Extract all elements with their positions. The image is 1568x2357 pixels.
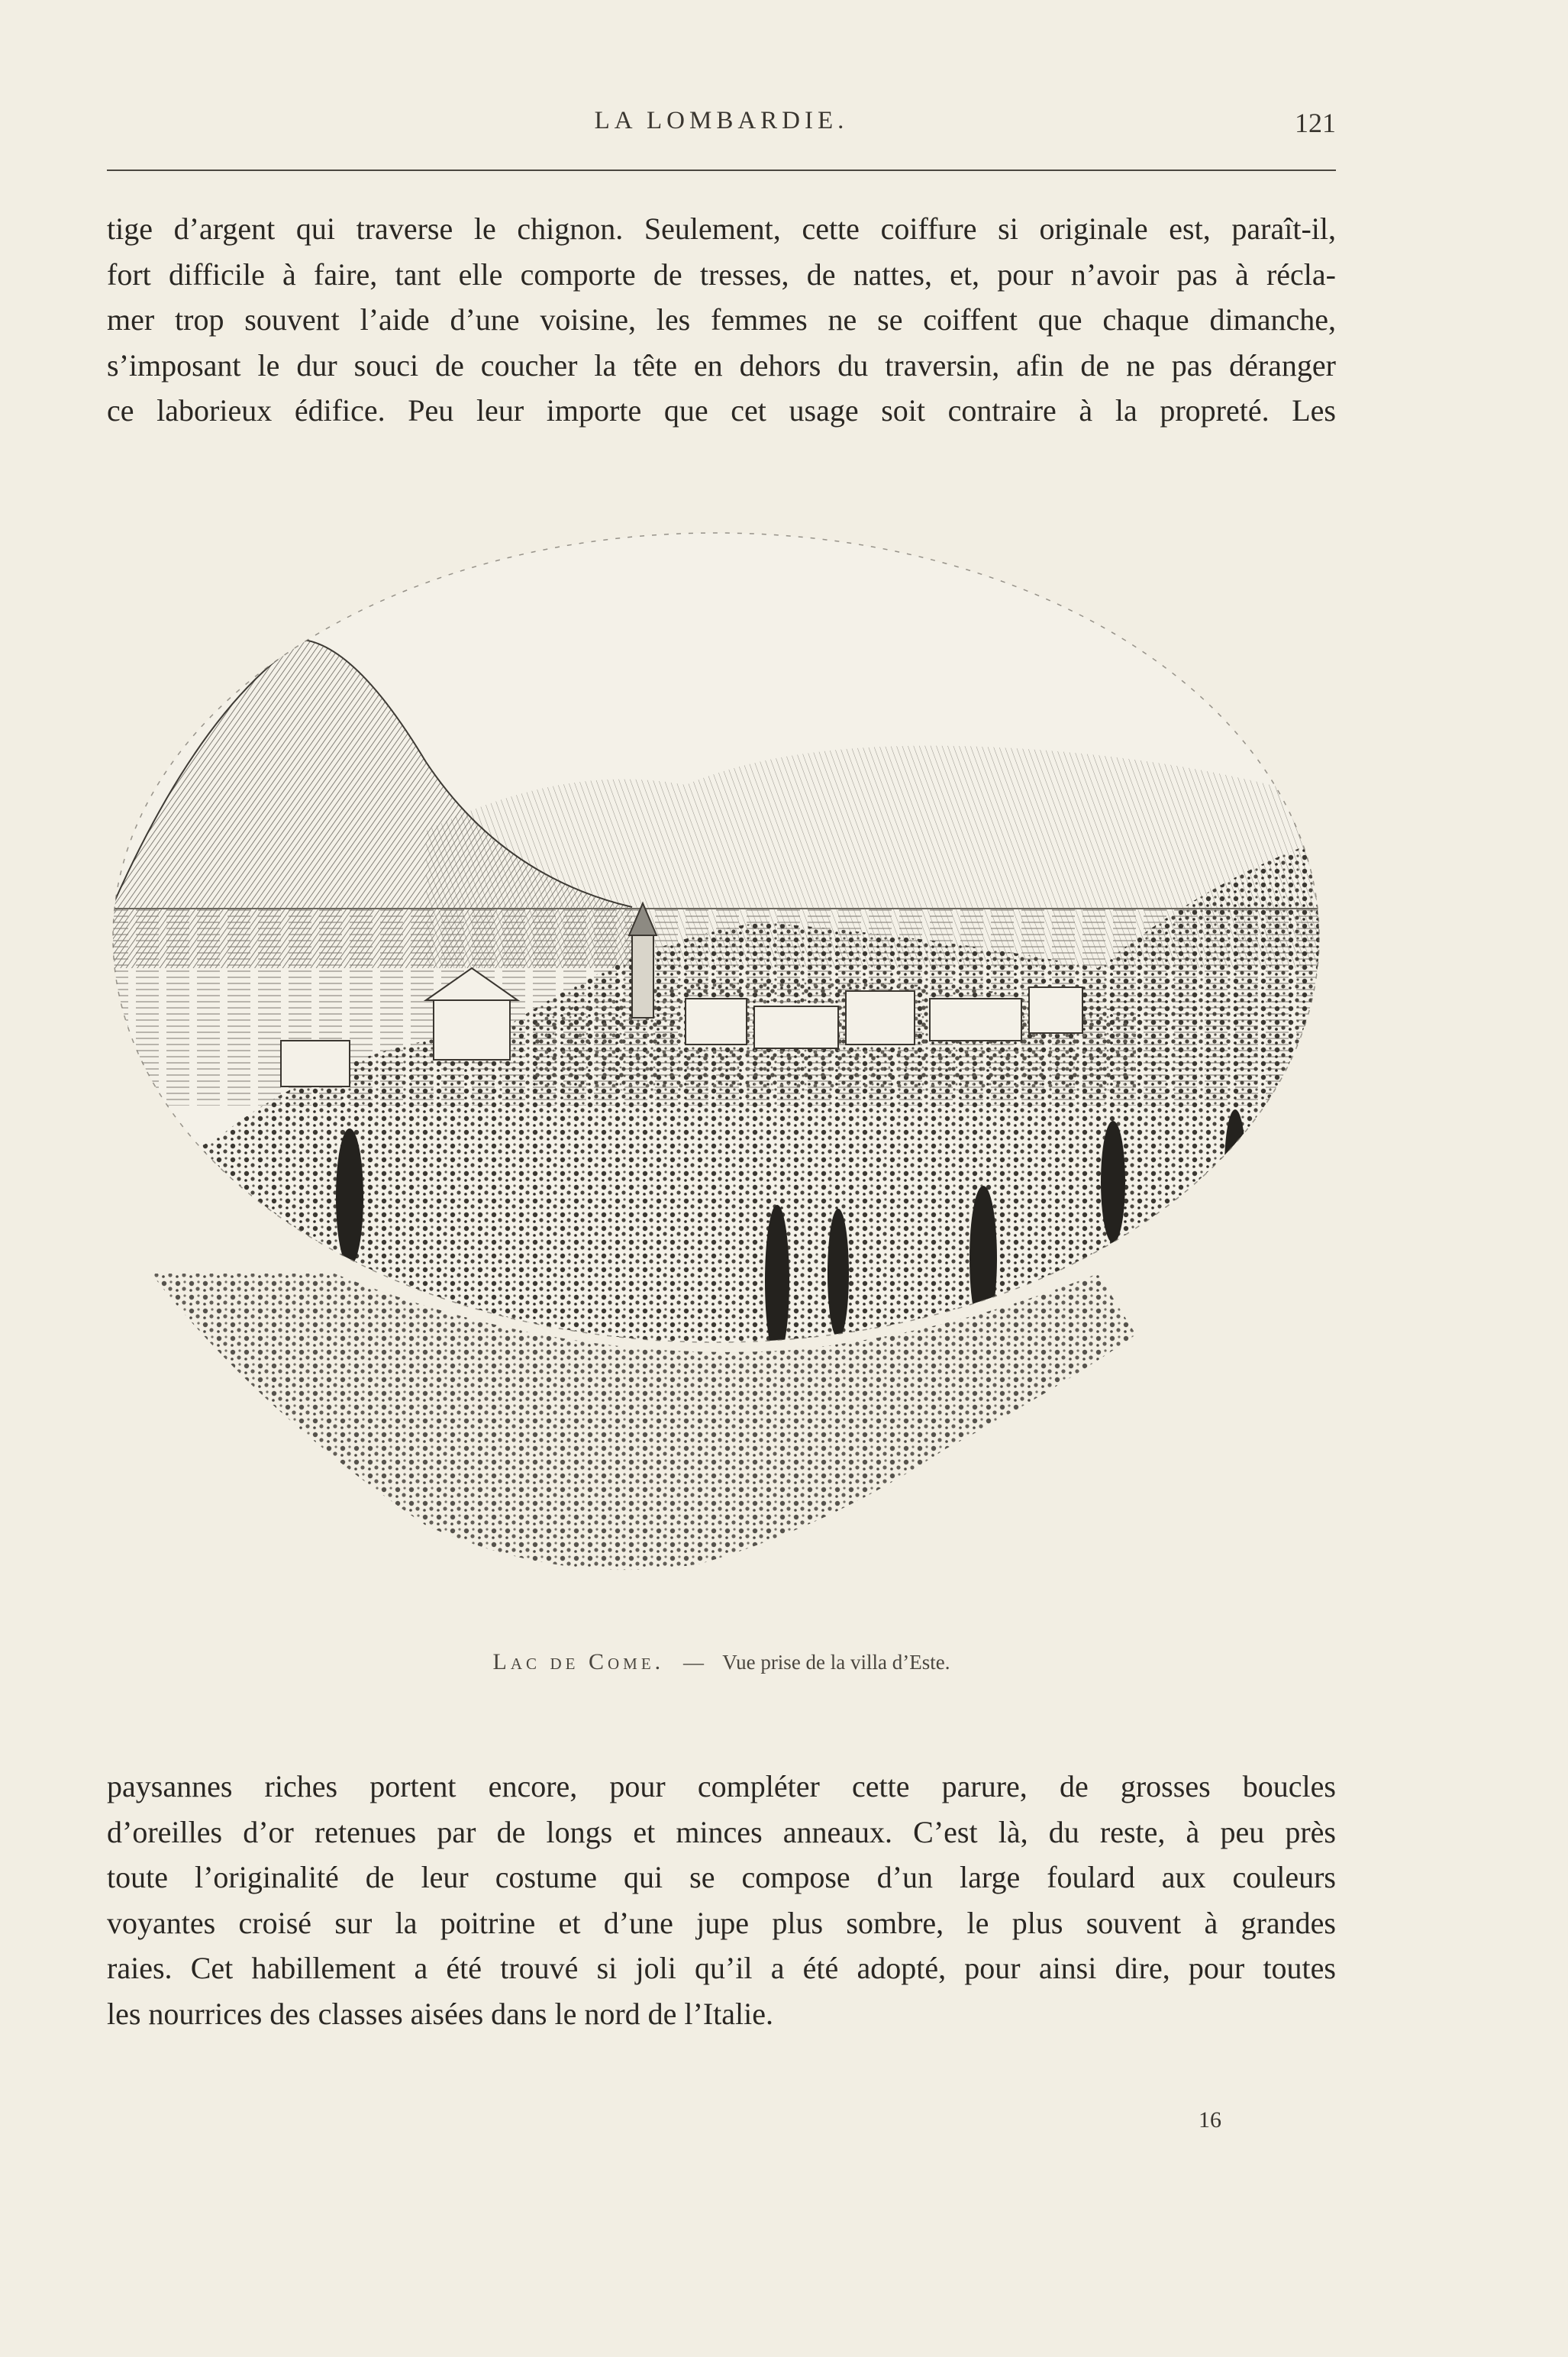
running-title: LA LOMBARDIE.: [594, 107, 849, 134]
text-line: fort difficile à faire, tant elle comporte de tresses, de nattes, et, pour n’avoir pas à récla-: [107, 257, 1336, 292]
paragraph-bottom: [107, 1764, 1336, 2036]
caption-place: Lac de Come.: [492, 1649, 665, 1674]
caption-text: Vue prise de la villa d’Este.: [722, 1651, 950, 1674]
page-number: 121: [1295, 108, 1336, 138]
text-line: toute l’originalité de leur costume qui se compose d’un large foulard aux couleurs: [107, 1860, 1336, 1894]
text-line: ce laborieux édifice. Peu leur importe que cet usage soit contraire à la propreté. Les: [107, 393, 1336, 428]
text-line: s’imposant le dur souci de coucher la tête en dehors du traversin, afin de ne pas déranger: [107, 347, 1336, 383]
text-line: les nourrices des classes aisées dans le nord de l’Italie.: [107, 1996, 774, 2031]
lake-como-engraving: [105, 510, 1327, 1602]
signature-mark: 16: [1199, 2107, 1221, 2133]
text-line: d’oreilles d’or retenues par de longs et minces anneaux. C’est là, du reste, à peu près: [107, 1814, 1336, 1849]
text-line: tige d’argent qui traverse le chignon. Seulement, cette coiffure si originale est, paraît-il,: [107, 211, 1336, 246]
header-rule: [107, 170, 1336, 171]
text-line: raies. Cet habillement a été trouvé si joli qu’il a été adopté, pour ainsi dire, pour toutes: [107, 1951, 1336, 1985]
running-header: [107, 107, 1336, 153]
paragraph-top: [107, 206, 1336, 434]
caption-separator: —: [682, 1651, 704, 1674]
text-line: mer trop souvent l’aide d’une voisine, les femmes ne se coiffent que chaque dimanche,: [107, 302, 1336, 337]
text-line: voyantes croisé sur la poitrine et d’une jupe plus sombre, le plus souvent à grandes: [107, 1905, 1336, 1940]
illustration-caption: [107, 1649, 1336, 1675]
text-line: paysannes riches portent encore, pour compléter cette parure, de grosses boucles: [107, 1769, 1336, 1803]
